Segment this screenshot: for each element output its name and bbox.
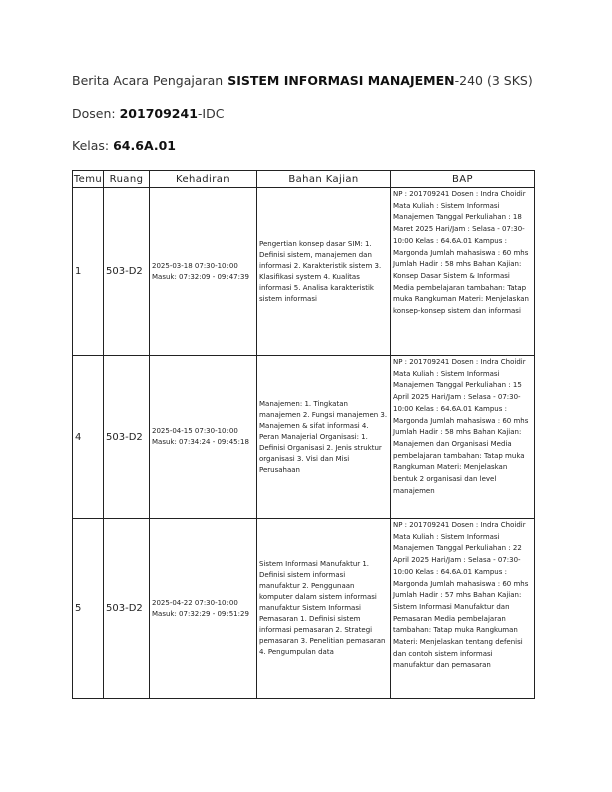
table-row [73,188,535,356]
bahan-kajian-cell: Manajemen: 1. Tingkatan manajemen 2. Fungsi manajemen 3. Manajemen & sifat informasi 4. Peran Manajerial Organisasi: 1. Definisi Organisasi 2. Jenis struktur organisasi 3. Visi dan Misi Perusahaan [257,356,391,519]
kehadiran-cell [150,356,257,519]
ruang-cell: 503-D2 [104,188,150,356]
kelas-label: Kelas: [72,138,110,153]
dosen-suffix: -IDC [197,106,225,121]
ruang-cell: 503-D2 [104,356,150,519]
temu-cell: 4 [73,356,104,519]
temu-cell: 5 [73,519,104,699]
kehadiran-jadwal: 2025-03-18 07:30-10:00 [152,261,238,270]
kehadiran-cell [150,519,257,699]
table-header-row [73,171,535,188]
column-header-bahan-kajian: Bahan Kajian [257,171,391,188]
kehadiran-cell [150,188,257,356]
column-header-ruang: Ruang [104,171,150,188]
dosen-label: Dosen: [72,106,116,121]
title-prefix: Berita Acara Pengajaran [72,73,224,88]
dosen-line [72,106,224,121]
course-suffix: -240 (3 SKS) [454,73,533,88]
kelas-value: 64.6A.01 [113,138,176,153]
table-row [73,356,535,519]
document-title [72,73,533,88]
kehadiran-masuk: Masuk: 07:32:29 - 09:51:29 [152,609,249,618]
table-row [73,519,535,699]
course-name: SISTEM INFORMASI MANAJEMEN [227,73,455,88]
kehadiran-jadwal: 2025-04-15 07:30-10:00 [152,427,238,435]
kehadiran-jadwal: 2025-04-22 07:30-10:00 [152,598,238,607]
temu-cell: 1 [73,188,104,356]
attendance-table [72,170,535,699]
bap-cell: NP : 201709241 Dosen : Indra Choidir Mata Kuliah : Sistem Informasi Manajemen Tanggal Perkuliahan : 18 Maret 2025 Hari/Jam : Selasa - 07:30-10:00 Kelas : 64.6A.01 Kampus : Margonda Jumlah mahasiswa : 60 mhs Jumlah Hadir : 58 mhs Bahan Kajian: Konsep Dasar Sistem & Informasi Media pembelajaran tambahan: Tatap muka Rangkuman Materi: Menjelaskan konsep-konsep sistem dan informasi [391,188,535,356]
kehadiran-masuk: Masuk: 07:32:09 - 09:47:39 [152,272,249,281]
bahan-kajian-cell: Sistem Informasi Manufaktur 1. Definisi sistem informasi manufaktur 2. Penggunaan komputer dalam sistem informasi manufaktur Sistem Informasi Pemasaran 1. Definisi sistem informasi pemasaran 2. Strategi pemasaran 3. Penelitian pemasaran 4. Pengumpulan data [257,519,391,699]
dosen-id: 201709241 [119,106,198,121]
column-header-temu: Temu [73,171,104,188]
column-header-kehadiran: Kehadiran [150,171,257,188]
kelas-line [72,138,176,153]
ruang-cell: 503-D2 [104,519,150,699]
bap-cell: NP : 201709241 Dosen : Indra Choidir Mata Kuliah : Sistem Informasi Manajemen Tanggal Perkuliahan : 22 April 2025 Hari/Jam : Selasa - 07:30-10:00 Kelas : 64.6A.01 Kampus : Margonda Jumlah mahasiswa : 60 mhs Jumlah Hadir : 57 mhs Bahan Kajian: Sistem Informasi Manufaktur dan Pemasaran Media pembelajaran tambahan: Tatap muka Rangkuman Materi: Menjelaskan tentang defenisi dan contoh sistem informasi manufaktur dan pemasaran [391,519,535,699]
column-header-bap: BAP [391,171,535,188]
bahan-kajian-cell: Pengertian konsep dasar SIM: 1. Definisi sistem, manajemen dan informasi 2. Karakteristik sistem 3. Klasifikasi system 4. Kualitas informasi 5. Analisa karakteristik sistem informasi [257,188,391,356]
kehadiran-masuk: Masuk: 07:34:24 - 09:45:18 [152,438,249,446]
bap-cell: NP : 201709241 Dosen : Indra Choidir Mata Kuliah : Sistem Informasi Manajemen Tanggal Perkuliahan : 15 April 2025 Hari/Jam : Selasa - 07:30-10:00 Kelas : 64.6A.01 Kampus : Margonda Jumlah mahasiswa : 60 mhs Jumlah Hadir : 58 mhs Bahan Kajian: Manajemen dan Organisasi Media pembelajaran tambahan: Tatap muka Rangkuman Materi: Menjelaskan bentuk 2 organisasi dan level manajemen [391,356,535,519]
